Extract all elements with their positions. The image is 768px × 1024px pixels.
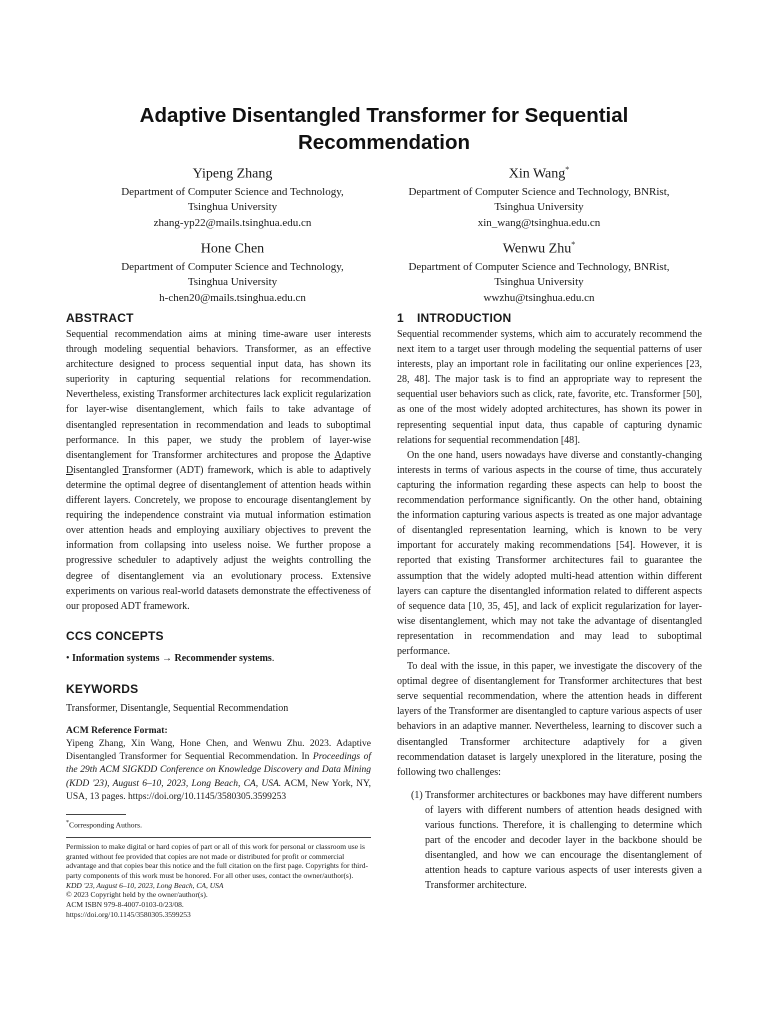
abstract-text: Sequential recommendation aims at mining time-aware user interests through modeling sequential behaviors. Transformer, as an effective architecture designed to process sequential input data, has shown its superiority in capturing sequential relations for recommendation. Nevertheless, existing Transformer architectures lack explicit regularization for layer-wise disentanglement, which fails to take advantage of disentangled representation in recommendation and leads to suboptimal performance. In this paper, we study the problem of layer-wise disentanglement for Transformer architectures and propose the Adaptive Disentangled Transformer (ADT) framework, which is able to adaptively determine the optimal degree of disentanglement of attention heads within different layers. Concretely, we propose to encourage disentanglement by requiring the independence constraint via mutual information estimation over attention heads and employing auxiliary objectives to prevent the information from collapsing into useless noise. We further propose a progressive scheduler to adaptively adjust the weights controlling the degree of disentanglement via an evolutionary process. Extensive experiments on various real-world datasets demonstrate the effectiveness of our proposed ADT framework. <box>66 329 371 612</box>
intro-paragraph: Sequential recommender systems, which aim to accurately recommend the next item to a target user through modeling the sequential patterns of user interests, play an important role in facilitating our online experiences [23, 28, 48]. The major task is to find an appropriate way to represent the sequential user behaviors such as click, rate, favorite, etc. Transformer [50], as one of the most widely adopted architectures, has shown its power in representing sequential input data, thus capable of capturing dynamic relations for sequential recommendation [48]. <box>397 329 702 446</box>
author-block <box>90 161 375 231</box>
author-affiliation: Department of Computer Science and Technology, BNRist, <box>408 260 670 273</box>
author-name: Hone Chen <box>200 241 265 257</box>
author-affiliation: Department of Computer Science and Technology, <box>121 260 344 273</box>
author-block <box>384 236 694 306</box>
keywords-text: Transformer, Disentangle, Sequential Recommendation <box>66 702 289 714</box>
author-email: h-chen20@mails.tsinghua.edu.cn <box>159 291 306 304</box>
list-item <box>397 788 702 894</box>
author-email: xin_wang@tsinghua.edu.cn <box>477 216 601 229</box>
conference-info: KDD '23, August 6–10, 2023, Long Beach, CA, USA <box>66 880 224 890</box>
footnote-divider <box>66 814 126 815</box>
ccs-heading: CCS CONCEPTS <box>66 628 164 643</box>
introduction-heading: 1 INTRODUCTION <box>397 311 512 325</box>
challenges-list <box>397 788 702 894</box>
author-institution: Tsinghua University <box>187 276 278 289</box>
author-name: Xin Wang* <box>508 165 570 182</box>
left-column <box>66 309 371 920</box>
author-email: wwzhu@tsinghua.edu.cn <box>483 291 595 304</box>
author-name: Wenwu Zhu* <box>502 240 576 257</box>
keywords-heading: KEYWORDS <box>66 681 139 696</box>
author-block <box>384 161 694 231</box>
acm-reference-text: Yipeng Zhang, Xin Wang, Hone Chen, and Wenwu Zhu. 2023. Adaptive Disentangled Transformer for Sequential Recommendation. In Proceedings of the 29th ACM SIGKDD Conference on Knowledge Discovery and Data Mining (KDD '23), August 6–10, 2023, Long Beach, CA, USA. ACM, New York, NY, USA, 13 pages. https://doi.org/10.1145/3580305.3599253 <box>66 738 372 803</box>
author-institution: Tsinghua University <box>494 276 584 289</box>
author-block <box>90 236 375 306</box>
author-email: zhang-yp22@mails.tsinghua.edu.cn <box>153 216 312 229</box>
author-institution: Tsinghua University <box>494 201 584 214</box>
permission-divider <box>66 837 371 838</box>
author-name: Yipeng Zhang <box>192 166 273 182</box>
paper-title: Adaptive Disentangled Transformer for Sequential Recommendation <box>139 104 629 154</box>
isbn-info: ACM ISBN 979-8-4007-0103-0/23/08. <box>66 900 184 910</box>
intro-paragraph: On the one hand, users nowadays have diverse and constantly-changing interests in terms of various aspects in the course of time, thus accurately capturing the information regarding these aspects can help to boost the recommendation performance significantly. On the other hand, obtaining the information capturing various aspects is treated as one major advantage of disentangled representation learning, which is known to be very important for accurately making recommendations [54]. However, it is reported that existing Transformer architectures fail to guarantee the assumption that the widely adopted multi-head attention within different layers can capture the disentangled information related to different aspects of sequence data [10, 35, 45], and lack of explicit regularization for layer-wise disentanglement, which may not take the advantage of disentangled representation in recommendation and may lead to suboptimal performance. <box>397 449 702 657</box>
doi-info: https://doi.org/10.1145/3580305.3599253 <box>66 909 191 919</box>
copyright-info: © 2023 Copyright held by the owner/author(s). <box>66 890 208 900</box>
abstract-heading: ABSTRACT <box>66 311 134 325</box>
corresponding-footnote: *Corresponding Authors. <box>66 820 142 830</box>
acm-reference-label: ACM Reference Format: <box>66 725 168 736</box>
author-affiliation: Department of Computer Science and Technology, <box>121 185 344 198</box>
author-institution: Tsinghua University <box>187 201 278 214</box>
intro-paragraph: To deal with the issue, in this paper, we investigate the discovery of the optimal degree of disentanglement for Transformer architectures that best serve sequential recommendation, where the attention heads in different layers of the Transformer are disentangled to capture various aspects of user behaviors in an adaptive manner. Nevertheless, learning to discover such a disentangled Transformer architecture adaptively for a given recommendation dataset is largely unexplored in the literature, posing the following two challenges: <box>397 661 702 778</box>
author-affiliation: Department of Computer Science and Technology, BNRist, <box>408 185 670 198</box>
list-item-text: Transformer architectures or backbones may have different numbers of layers with different numbers of attention heads designed with various functions. Therefore, it is challenging to determine which part of the encoder and decoder layer in the backbone should be disentangled, and how we can encourage the disentanglement of attention heads to capture various aspects of user interests given a Transformer architecture. <box>425 789 702 892</box>
ccs-concepts: • Information systems → Recommender systems. <box>66 652 275 664</box>
right-column <box>397 309 702 893</box>
permission-notice: Permission to make digital or hard copies of part or all of this work for personal or classroom use is granted without fee provided that copies are not made or distributed for profit or commercial advantage and that copies bear this notice and the full citation on the first page. Copyrights for third-party components of this work must be honored. For all other uses, contact the owner/author(s). <box>66 841 368 880</box>
list-marker: (1) <box>411 789 423 801</box>
